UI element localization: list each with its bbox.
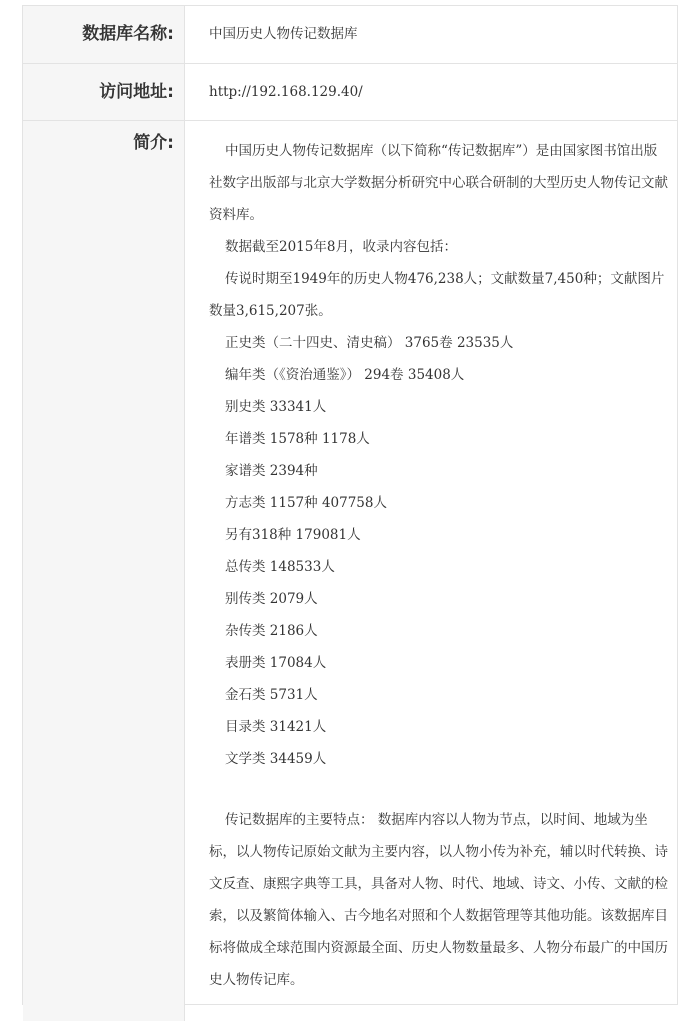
collection-item: 表册类 17084人	[225, 655, 327, 671]
intro-paragraph: 数据截至2015年8月，收录内容包括：	[225, 239, 457, 255]
features-paragraph: 传记数据库的主要特点： 数据库内容以人物为节点，以时间、地域为坐标，以人物传记原始文献为主要内容，以人物小传为补充，辅以时代转换、诗文反查、康熙字典等工具，具备对人物、时代、地域、诗文、小传、文献的检索，以及繁简体输入、古今地名对照和个人数据管理等其他功能。该数据库目标将做成全球范围内资源最全面、历史人物数量最多、人物分布最广的中国历史人物传记库。	[209, 812, 668, 988]
collection-item: 目录类 31421人	[225, 719, 327, 735]
collection-item: 正史类（二十四史、清史稿） 3765卷 23535人	[225, 335, 514, 351]
section-gap	[209, 775, 669, 804]
collection-item: 家谱类 2394种	[225, 463, 318, 479]
collection-item: 金石类 5731人	[225, 687, 318, 703]
database-name-value: 中国历史人物传记数据库	[209, 26, 358, 42]
collection-item: 别传类 2079人	[225, 591, 318, 607]
collection-item: 别史类 33341人	[225, 399, 327, 415]
access-url-value[interactable]: http://192.168.129.40/	[209, 84, 363, 100]
collection-item: 编年类（《资治通鉴》） 294卷 35408人	[225, 367, 465, 383]
collection-item: 另有318种 179081人	[225, 527, 361, 543]
collection-item: 方志类 1157种 407758人	[225, 495, 387, 511]
access-url-label: 访问地址:	[23, 64, 185, 120]
collection-item: 文学类 34459人	[225, 751, 327, 767]
database-info-table	[22, 5, 678, 1005]
row-introduction	[23, 121, 677, 1021]
row-access-url	[23, 64, 677, 121]
collection-item: 总传类 148533人	[225, 559, 335, 575]
intro-paragraph: 传说时期至1949年的历史人物476,238人；文献数量7,450种；文献图片数量3,615,207张。	[209, 271, 665, 319]
introduction-content	[185, 121, 677, 1021]
collection-item: 杂传类 2186人	[225, 623, 318, 639]
database-name-label: 数据库名称:	[23, 6, 185, 63]
intro-paragraph: 中国历史人物传记数据库（以下简称“传记数据库”）是由国家图书馆出版社数字出版部与北京大学数据分析研究中心联合研制的大型历史人物传记文献资料库。	[209, 143, 668, 223]
introduction-label: 简介:	[23, 121, 185, 1021]
row-database-name	[23, 6, 677, 64]
collection-item: 年谱类 1578种 1178人	[225, 431, 370, 447]
